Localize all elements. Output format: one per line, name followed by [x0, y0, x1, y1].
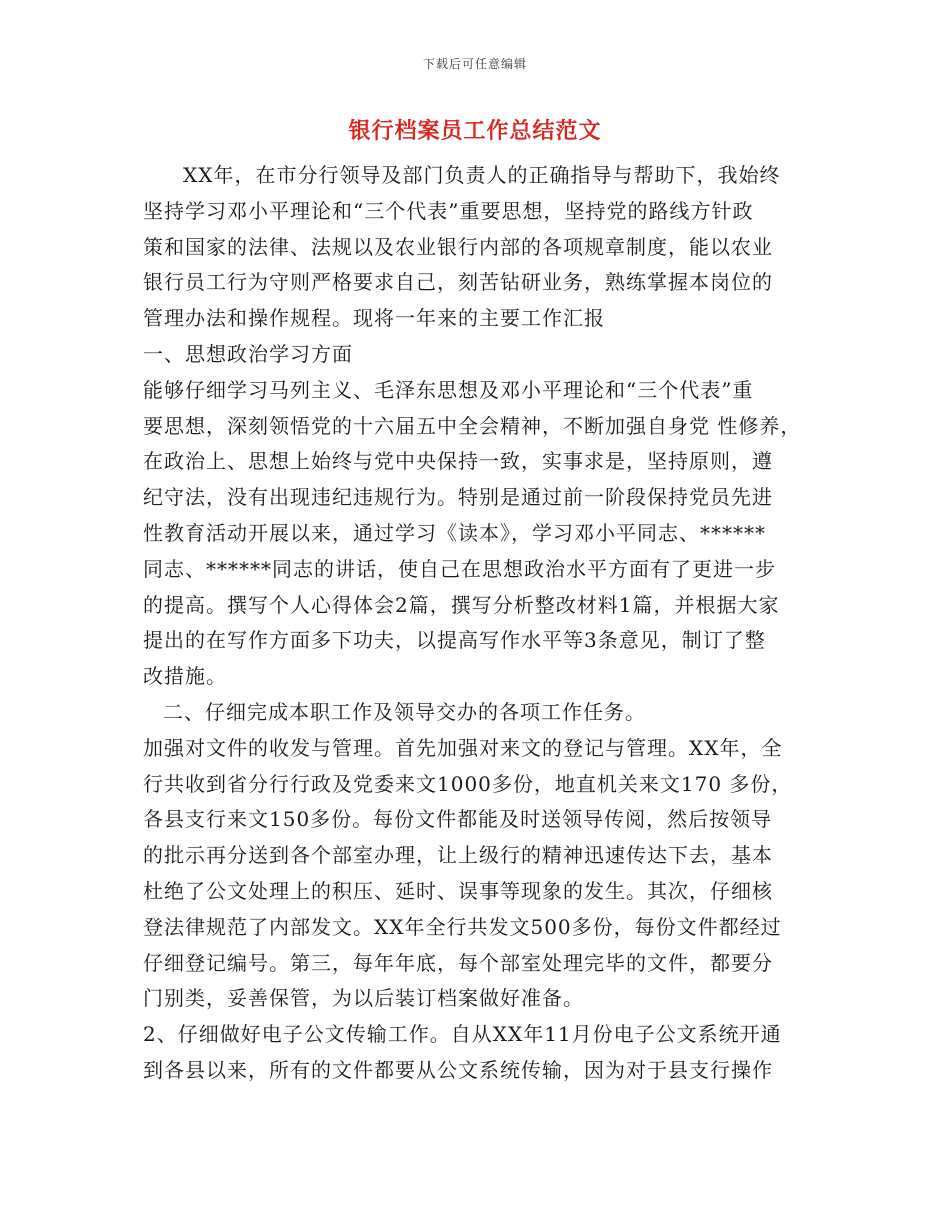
paragraph-line: 的批示再分送到各个部室办理，让上级行的精神迅速传达下去，基本 [143, 843, 773, 868]
paragraph-line: 各县支行来文150多份。每份文件都能及时送领导传阅，然后按领导 [143, 807, 773, 832]
paragraph-line: 要思想，深刻领悟党的十六届五中全会精神，不断加强自身党 性修养， [143, 413, 802, 438]
paragraph-line: 杜绝了公文处理上的积压、延时、误事等现象的发生。其次，仔细核 [143, 878, 773, 903]
paragraph-line: 同志、******同志的讲话，使自己在思想政治水平方面有了更进一步 [143, 556, 776, 581]
paragraph-line: 能够仔细学习马列主义、毛泽东思想及邓小平理论和“三个代表”重 [143, 377, 754, 402]
paragraph-line: XX年，在市分行领导及部门负责人的正确指导与帮助下，我始终 [183, 163, 781, 187]
section-heading: 二、仔细完成本职工作及领导交办的各项工作任务。 [163, 699, 646, 724]
paragraph-line: 坚持学习邓小平理论和“三个代表”重要思想，坚持党的路线方针政 [143, 198, 754, 223]
paragraph-line: 改措施。 [143, 664, 227, 689]
paragraph-line: 仔细登记编号。第三，每年年底，每个部室处理完毕的文件，都要分 [143, 950, 773, 975]
paragraph-line: 性教育活动开展以来，通过学习《读本》，学习邓小平同志、****** [143, 520, 766, 545]
paragraph-line: 管理办法和操作规程。现将一年来的主要工作汇报 [143, 306, 605, 331]
paragraph-line: 门别类，妥善保管，为以后装订档案做好准备。 [143, 986, 584, 1011]
paragraph-line: 纪守法，没有出现违纪违规行为。特别是通过前一阶段保持党员先进 [143, 485, 773, 510]
header-note: 下载后可任意编辑 [422, 57, 527, 71]
paragraph-line: 行共收到省分行行政及党委来文1000多份，地直机关来文170 多份， [143, 771, 793, 796]
document-title: 银行档案员工作总结范文 [348, 119, 602, 144]
paragraph-line: 在政治上、思想上始终与党中央保持一致，实事求是，坚持原则，遵 [143, 449, 773, 474]
paragraph-line: 加强对文件的收发与管理。首先加强对来文的登记与管理。XX年，全 [143, 735, 783, 760]
paragraph-line: 策和国家的法律、法规以及农业银行内部的各项规章制度，能以农业 [143, 234, 773, 259]
paragraph-line: 银行员工行为守则严格要求自己，刻苦钻研业务，熟练掌握本岗位的 [143, 270, 773, 295]
paragraph-line: 登法律规范了内部发文。XX年全行共发文500多份，每份文件都经过 [143, 914, 782, 939]
paragraph-line: 到各县以来，所有的文件都要从公文系统传输，因为对于县支行操作 [143, 1057, 773, 1082]
paragraph-line: 2、仔细做好电子公文传输工作。自从XX年11月份电子公文系统开通 [143, 1022, 782, 1047]
document-body [143, 158, 815, 1089]
paragraph-line: 提出的在写作方面多下功夫，以提高写作水平等3条意见，制订了整 [143, 628, 766, 653]
paragraph-line: 的提高。撰写个人心得体会2篇，撰写分析整改材料1篇，并根据大家 [143, 592, 780, 617]
section-heading: 一、思想政治学习方面 [143, 341, 353, 366]
